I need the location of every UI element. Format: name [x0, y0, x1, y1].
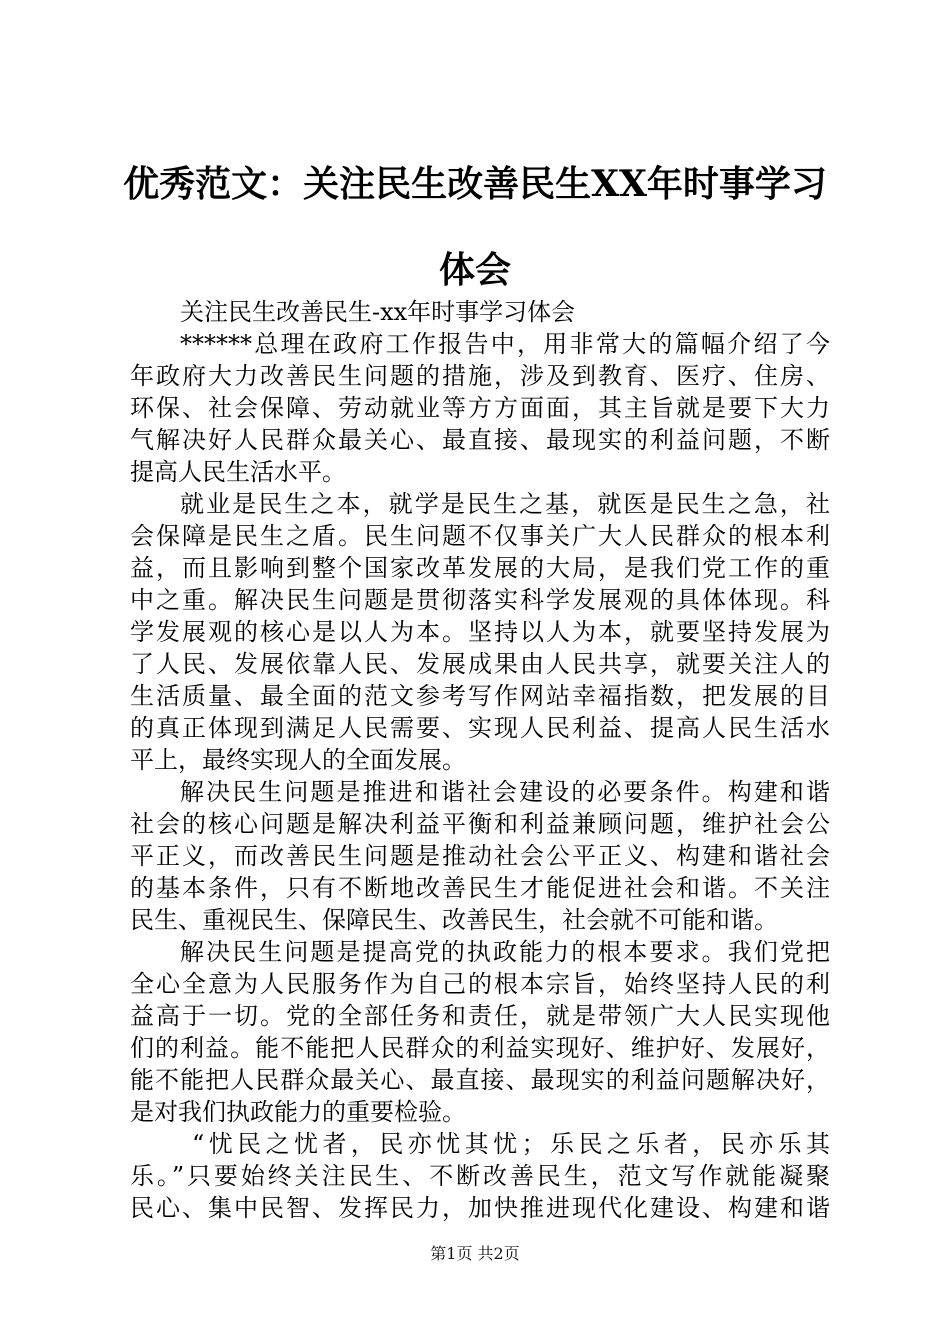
paragraph-4: [130, 936, 830, 1128]
paragraph-line: 平正义，而改善民生问题是推动社会公平正义、构建和谐社会: [130, 842, 830, 870]
paragraph-line: 生活质量、最全面的范文参考写作网站幸福指数，把发展的目: [130, 682, 830, 710]
paragraph-line: 是对我们执政能力的重要检验。: [130, 1098, 466, 1126]
paragraph-line: 们的利益。能不能把人民群众的利益实现好、维护好、发展好，: [130, 1034, 830, 1062]
page-footer: 第1页 共2页: [430, 1244, 520, 1263]
paragraph-line: 益高于一切。党的全部任务和责任，就是带领广大人民实现他: [130, 1002, 830, 1030]
paragraph-line: 民心、集中民智、发挥民力，加快推进现代化建设、构建和谐: [130, 1194, 830, 1222]
paragraph-line: 能不能把人民群众最关心、最直接、最现实的利益问题解决好，: [130, 1066, 830, 1094]
document-title-line-2: 体会: [438, 249, 511, 291]
paragraph-line: 全心全意为人民服务作为自己的根本宗旨，始终坚持人民的利: [130, 970, 830, 998]
paragraph-line: “忧民之忧者，民亦忧其忧；乐民之乐者，民亦乐其: [192, 1130, 830, 1158]
paragraph-line: 社会的核心问题是解决利益平衡和利益兼顾问题，维护社会公: [130, 810, 830, 838]
paragraph-3: [130, 776, 830, 936]
paragraph-line: 益，而且影响到整个国家改革发展的大局，是我们党工作的重: [130, 554, 830, 582]
paragraph-line: 就业是民生之本，就学是民生之基，就医是民生之急，社: [180, 490, 830, 518]
paragraph-line: 学发展观的核心是以人为本。坚持以人为本，就要坚持发展为: [130, 618, 830, 646]
paragraph-line: 解决民生问题是推进和谐社会建设的必要条件。构建和谐: [180, 778, 830, 806]
paragraph-line: 平上，最终实现人的全面发展。: [130, 746, 466, 774]
document-title-line-1: 优秀范文：关注民生改善民生XX年时事学习: [123, 163, 827, 205]
paragraph-line: 的真正体现到满足人民需要、实现人民利益、提高人民生活水: [130, 714, 830, 742]
paragraph-5: [130, 1128, 830, 1224]
paragraph-2: [130, 488, 830, 776]
paragraph-line: 解决民生问题是提高党的执政能力的根本要求。我们党把: [180, 938, 830, 966]
subtitle: 关注民生改善民生-xx年时事学习体会: [180, 298, 576, 326]
paragraph-line: 的基本条件，只有不断地改善民生才能促进社会和谐。不关注: [130, 874, 830, 902]
paragraph-line: 中之重。解决民生问题是贯彻落实科学发展观的具体体现。科: [130, 586, 830, 614]
paragraph-1: [130, 328, 830, 488]
paragraph-line: ******总理在政府工作报告中，用非常大的篇幅介绍了今: [180, 330, 830, 358]
paragraph-line: 了人民、发展依靠人民、发展成果由人民共享，就要关注人的: [130, 650, 830, 678]
paragraph-line: 乐。”只要始终关注民生、不断改善民生，范文写作就能凝聚: [130, 1162, 830, 1190]
paragraph-line: 会保障是民生之盾。民生问题不仅事关广大人民群众的根本利: [130, 522, 830, 550]
paragraph-line: 年政府大力改善民生问题的措施，涉及到教育、医疗、住房、: [130, 362, 830, 390]
paragraph-line: 民生、重视民生、保障民生、改善民生，社会就不可能和谐。: [130, 906, 778, 934]
document-body: [130, 296, 830, 1224]
paragraph-line: 气解决好人民群众最关心、最直接、最现实的利益问题，不断: [130, 426, 830, 454]
paragraph-line: 环保、社会保障、劳动就业等方方面面，其主旨就是要下大力: [130, 394, 830, 422]
paragraph-line: 提高人民生活水平。: [130, 458, 346, 486]
